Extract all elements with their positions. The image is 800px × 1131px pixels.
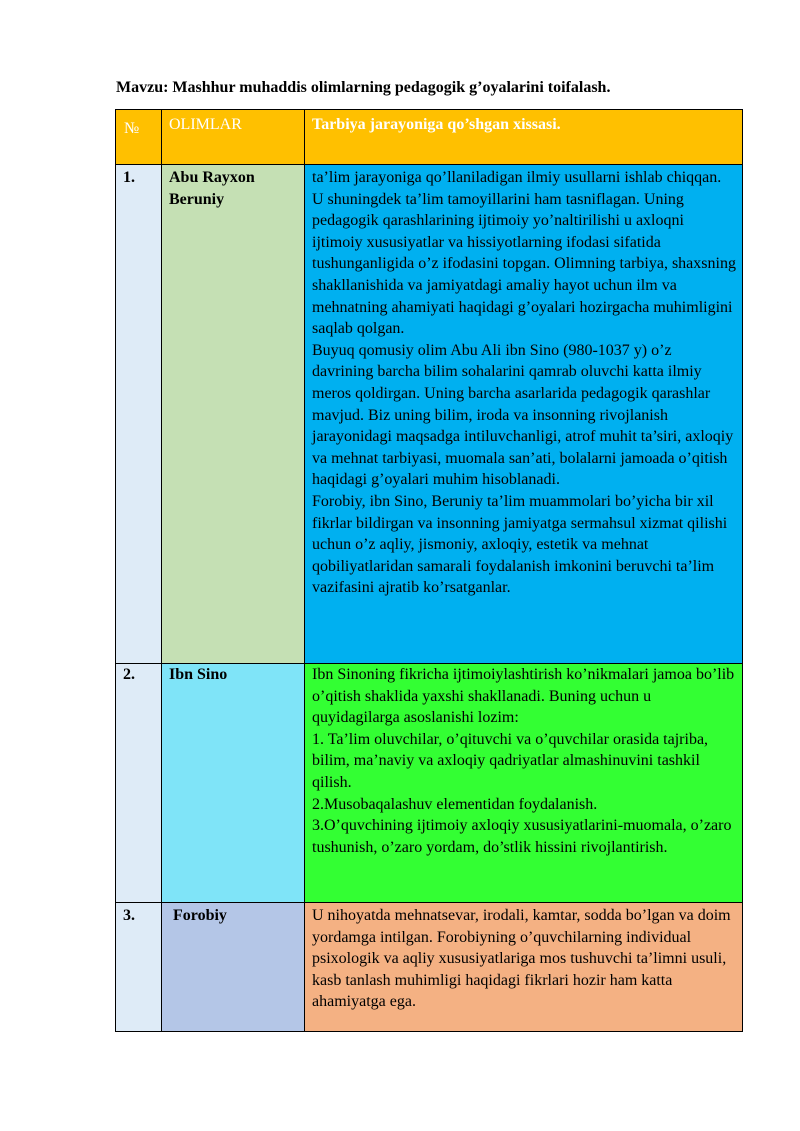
row-number: 3. bbox=[116, 903, 162, 1032]
table-row bbox=[116, 903, 743, 1032]
header-scholars: OLIMLAR bbox=[162, 110, 305, 165]
scholars-table bbox=[115, 109, 743, 1032]
paragraph: Forobiy, ibn Sino, Beruniy ta’lim muammolari bo’yicha bir xil fikrlar bildirgan va insonning jamiyatga sermahsul xizmat qilishi uchun o’z aqliy, jismoniy, axloqiy, estetik va mehnat qobiliyatlaridan samarali foydalanish imkonini beruvchi ta’lim vazifasini ajratib ko’rsatganlar. bbox=[312, 492, 728, 597]
paragraph: U nihoyatda mehnatsevar, irodali, kamtar, sodda bo’lgan va doim yordamga intilgan. Forobiyning o’quvchilarning individual psixologik va aqliy xususiyatlariga mos tushuvchi ta’limni usuli, kasb tanlash muhimligi haqidagi fikrlari hozir ham katta ahamiyatga ega. bbox=[312, 907, 731, 1011]
page-title: Mavzu: Mashhur muhaddis olimlarning pedagogik g’oyalarini toifalash. bbox=[116, 79, 611, 96]
paragraph: Buyuq qomusiy olim Abu Ali ibn Sino (980-1037 y) o’z davrining barcha bilim sohalarini qamrab oluvchi katta ilmiy meros qoldirgan. Uning barcha asarlarida pedagogik qarashlar mavjud. Biz uning bilim, iroda va insonning rivojlanish jarayonidagi maqsadga intiluvchanligi, atrof muhit ta’siri, axloqiy va mehnat tarbiyasi, muomala san’ati, bolalarni jamoada o’qitish haqidagi g’oyalari muhim hisoblanadi. bbox=[312, 341, 734, 489]
table-row bbox=[116, 664, 743, 903]
scholar-name bbox=[162, 165, 305, 664]
paragraph: 1. Ta’lim oluvchilar, o’qituvchi va o’quvchilar orasida tajriba, bilim, ma’naviy va axloqiy qadriyatlar almashinuvini tashkil qilish. bbox=[312, 730, 709, 791]
header-contribution: Tarbiya jarayoniga qo’shgan xissasi. bbox=[305, 110, 743, 165]
row-number: 2. bbox=[116, 664, 162, 903]
paragraph: ta’lim jarayoniga qo’llaniladigan ilmiy usullarni ishlab chiqqan. U shuningdek ta’lim tamoyillarini ham tasniflagan. Uning pedagogik qarashlarining ijtimoiy yo’naltirilishi u axloqni ijtimoiy xususiyatlar va hissiyotlarning ifodasi sifatida tushunganligida o’z ifodasini topgan. Olimning tarbiya, shaxsning shakllanishida va jamiyatdagi amaliy hayot uchun ilm va mehnatning ahamiyati haqidagi g’oyalari hozirgacha muhimligini saqlab qolgan. bbox=[312, 169, 736, 338]
header-number: № bbox=[116, 110, 162, 165]
table-header-row bbox=[116, 110, 743, 165]
paragraph: 3.O’quvchining ijtimoiy axloqiy xususiyatlarini-muomala, o’zaro tushunish, o’zaro yordam, do’stlik hissini rivojlantirish. bbox=[312, 817, 732, 856]
scholar-name-line: Beruniy bbox=[169, 190, 225, 208]
scholar-name-line: Abu Rayxon bbox=[169, 169, 255, 186]
row-number: 1. bbox=[116, 165, 162, 664]
scholar-name: Ibn Sino bbox=[162, 664, 305, 903]
paragraph: Ibn Sinoning fikricha ijtimoiylashtirish ko’nikmalari jamoa bo’lib o’qitish shaklida yaxshi shakllanadi. Buning uchun u quyidagilarga asoslanishi lozim: bbox=[312, 666, 735, 727]
table-row bbox=[116, 165, 743, 664]
contribution-text bbox=[305, 165, 743, 664]
paragraph: 2.Musobaqalashuv elementidan foydalanish. bbox=[312, 795, 598, 813]
scholar-name: Forobiy bbox=[162, 903, 305, 1032]
contribution-text bbox=[305, 664, 743, 903]
contribution-text bbox=[305, 903, 743, 1032]
